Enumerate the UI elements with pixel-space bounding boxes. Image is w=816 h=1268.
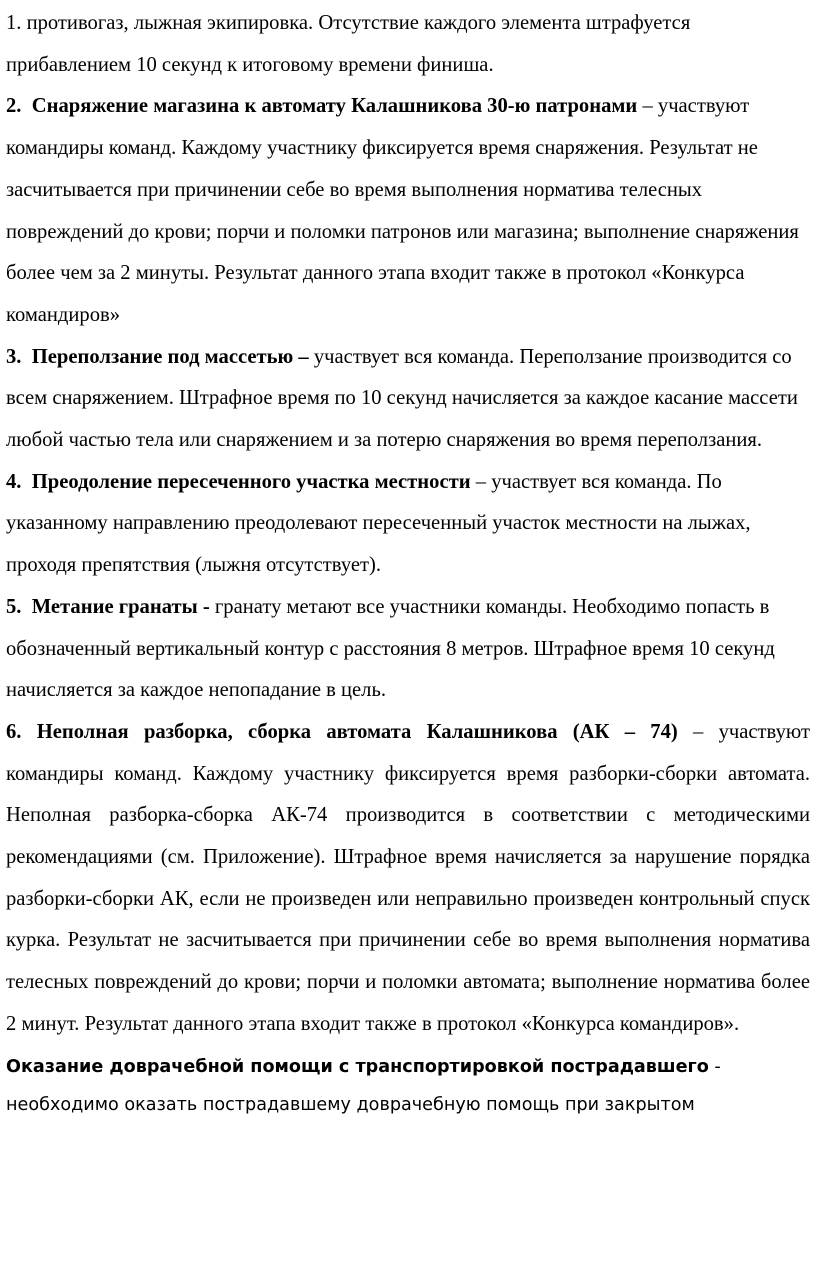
item-6-text: – участвуют командиры команд. Каждому участнику фиксируется время разборки-сборки автомата. Неполная разборка-сборка АК-74 производится в соответствии с методическими рекомендациями (см. Приложение). Штрафное время начисляется за нарушение порядка разборки-сборки АК, если не произведен или неправильно произведен контрольный спуск курка. Результат не засчитывается при причинении себе во время выполнения норматива телесных повреждений до крови; порчи и поломки автомата; выполнение норматива более 2 минут. Результат данного этапа входит также в протокол «Конкурса командиров». bbox=[6, 720, 810, 1035]
item-4-number: 4. bbox=[6, 470, 22, 493]
item-3-text: участвует вся команда. Переползание производится со всем снаряжением. Штрафное время по 10 секунд начисляется за каждое касание массети любой частью тела или снаряжением и за потерю снаряжения во время переползания. bbox=[6, 345, 798, 452]
item-3 bbox=[6, 337, 810, 462]
item-5-number: 5. bbox=[6, 595, 22, 618]
item-4-title: Преодоление пересеченного участка местности bbox=[31, 470, 471, 493]
first-aid-text: - необходимо оказать пострадавшему доврачебную помощь при закрытом bbox=[6, 1056, 721, 1115]
item-5-title: Метание гранаты - bbox=[31, 595, 210, 618]
item-5-text: гранату метают все участники команды. Необходимо попасть в обозначенный вертикальный контур с расстояния 8 метров. Штрафное время 10 секунд начисляется за каждое непопадание в цель. bbox=[6, 595, 775, 702]
first-aid-paragraph bbox=[6, 1048, 810, 1124]
item-6-title: Неполная разборка, сборка автомата Калашникова (АК – 74) bbox=[36, 720, 678, 743]
item-1-text: 1. противогаз, лыжная экипировка. Отсутствие каждого элемента штрафуется прибавлением 10 секунд к итоговому времени финиша. bbox=[6, 12, 691, 76]
item-3-title: Переползание под массетью – bbox=[31, 345, 309, 368]
item-1 bbox=[6, 3, 810, 86]
item-6-number: 6. bbox=[6, 720, 22, 743]
item-2-text: – участвуют командиры команд. Каждому участнику фиксируется время снаряжения. Результат не засчитывается при причинении себе во время выполнения норматива телесных повреждений до крови; порчи и поломки патронов или магазина; выполнение снаряжения более чем за 2 минуты. Результат данного этапа входит также в протокол «Конкурса командиров» bbox=[6, 95, 799, 326]
item-2-title: Снаряжение магазина к автомату Калашникова 30-ю патронами bbox=[31, 95, 638, 118]
item-5 bbox=[6, 587, 810, 712]
item-2 bbox=[6, 86, 810, 336]
item-6 bbox=[6, 712, 810, 1046]
item-3-number: 3. bbox=[6, 345, 22, 368]
item-4 bbox=[6, 462, 810, 587]
item-2-number: 2. bbox=[6, 95, 22, 118]
first-aid-title: Оказание доврачебной помощи с транспортировкой пострадавшего bbox=[6, 1056, 709, 1077]
item-4-text: – участвует вся команда. По указанному направлению преодолевают пересеченный участок местности на лыжах, проходя препятствия (лыжня отсутствует). bbox=[6, 470, 751, 577]
